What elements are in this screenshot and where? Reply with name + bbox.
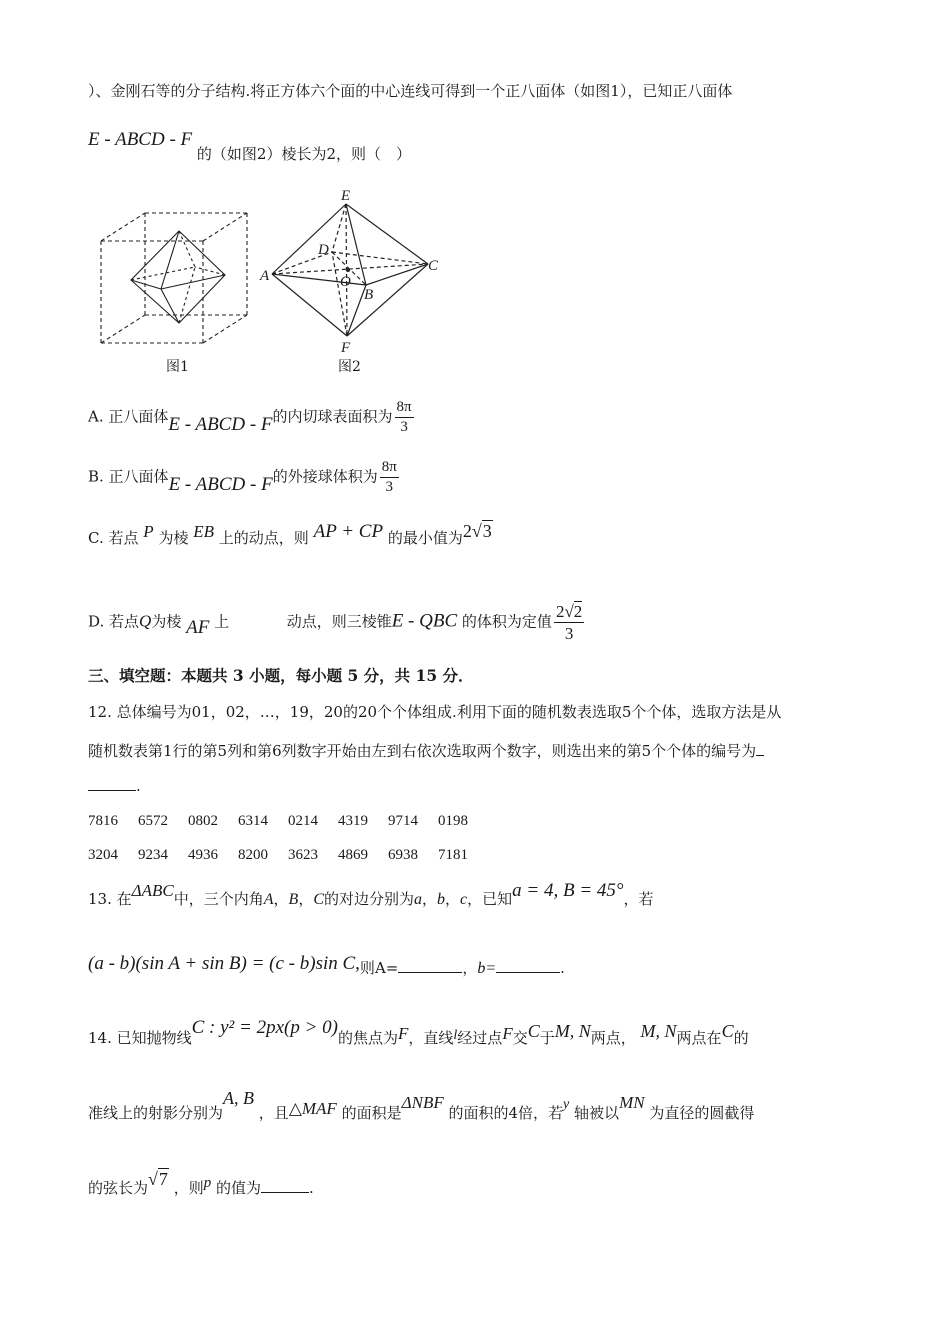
q12-line2 [88, 741, 764, 759]
random-number: 3623 [288, 847, 318, 863]
q14-focus: F [398, 1024, 409, 1043]
random-number: 9234 [138, 847, 168, 863]
option-d-text1: 为棱 [151, 612, 182, 631]
option-c-text2: 上的动点，则 [218, 529, 309, 547]
option-a-fraction: $\frac{8\pi}{3}$ [396, 399, 412, 435]
q14-line2-b: ，且 [258, 1104, 289, 1122]
q14-line3-b: ，则 [173, 1179, 204, 1197]
option-c-point: P [143, 522, 154, 541]
option-b-fraction: $\frac{8\pi}{3}$ [381, 459, 397, 495]
option-d-text4: 的体积为定值 [461, 612, 552, 631]
option-b-label: B. 正八面体 [88, 467, 169, 486]
q14-text4: 交 [512, 1029, 528, 1047]
q14-parabola: C : y² = 2px(p > 0) [191, 1017, 338, 1038]
center-O-label: O [340, 274, 351, 290]
option-c [88, 521, 493, 547]
q14-text3: 经过点 [457, 1029, 503, 1047]
vertex-A-label: A [260, 268, 270, 284]
q13-answer-a-label: A= [374, 959, 399, 977]
option-d-edge: AF [186, 616, 210, 638]
random-number: 4319 [338, 813, 368, 829]
q13-text3: ，已知 [467, 890, 513, 908]
q14-points-mn-2: M, N [640, 1021, 677, 1041]
q13-side-a: a [414, 891, 423, 908]
random-number: 6938 [388, 847, 418, 863]
option-d-fraction: $\frac{2√2}{3}$ [555, 602, 583, 643]
random-number: 6572 [138, 813, 168, 829]
option-d-label: D. 若点 [88, 612, 140, 631]
q14-points-mn: M, N [554, 1021, 591, 1041]
random-table-row-1 [88, 813, 488, 829]
q14-end: . [309, 1179, 314, 1197]
q14-line-l: l [453, 1028, 458, 1043]
q13-equation: (a - b)(sin A + sin B) = (c - b)sin C, [88, 953, 360, 974]
q14-param-p: p [203, 1175, 212, 1191]
q13-angle-c: C [313, 891, 324, 908]
q13-answer-b-blank [496, 958, 560, 973]
option-d-pyramid: E - QBC [391, 610, 458, 632]
option-d-text2: 上 [214, 612, 230, 631]
random-table-row-2 [88, 847, 488, 863]
random-number: 0214 [288, 813, 318, 829]
q14-line3 [88, 1169, 314, 1197]
q14-line2 [88, 1088, 755, 1122]
option-a [88, 400, 416, 435]
q14-line3-c: 的值为 [215, 1179, 261, 1197]
random-number: 4869 [338, 847, 368, 863]
vertex-E-label: E [341, 188, 351, 204]
q13-triangle: ΔABC [131, 881, 174, 900]
q13-answer-b-label: b= [477, 960, 497, 977]
q12-line3 [88, 776, 141, 794]
q14-prefix: 14. 已知抛物线 [88, 1029, 192, 1047]
q14-curve-c-2: C [721, 1021, 734, 1041]
figure-2-octahedron [258, 186, 448, 354]
q12-line2-text: 随机数表第1行的第5列和第6列数字开始由左到右依次选取两个数字，则选出来的第5个个体的编号为 [88, 742, 757, 760]
q14-text8: 的 [733, 1029, 749, 1047]
section-3-title: 三、填空题：本题共 3 小题，每小题 5 分，共 15 分． [88, 666, 474, 685]
octahedron-notation: E - ABCD - F [88, 129, 193, 150]
q11-stem-rest: 的（如图2）棱长为2，则（ ） [196, 145, 412, 163]
q14-line2-a: 准线上的射影分别为 [88, 1104, 224, 1122]
option-b [88, 460, 401, 495]
vertex-F-label: F [341, 340, 351, 354]
option-c-answer: 2√3 [462, 521, 492, 541]
q14-line2-e: 轴被以 [574, 1104, 620, 1122]
option-c-label: C. 若点 [88, 529, 139, 547]
option-a-math: E - ABCD - F [168, 413, 273, 435]
q13-side-b: b [437, 891, 446, 908]
q13-line1: 13. 在ΔABC中，三个内角A，B，C的对边分别为a，b，c，已知a = 4, B = 45°，若 [88, 880, 654, 908]
q13-end: . [560, 959, 565, 977]
figure-1-caption: 图1 [166, 359, 189, 375]
random-number: 4936 [188, 847, 218, 863]
q14-y-axis: y [563, 1097, 570, 1112]
q13-text4: ，若 [623, 890, 654, 908]
random-number: 9714 [388, 813, 418, 829]
random-number: 7816 [88, 813, 118, 829]
option-b-math: E - ABCD - F [168, 473, 273, 495]
q14-text7: 两点在 [676, 1029, 722, 1047]
vertex-D-label: D [318, 242, 329, 258]
q14-line2-f: 为直径的圆截得 [649, 1104, 755, 1122]
q14-diameter-mn: MN [619, 1093, 645, 1112]
q14-text5: 于 [539, 1029, 555, 1047]
option-d-point: Q [139, 611, 152, 631]
q13-text5: 则 [359, 959, 375, 977]
random-number: 0802 [188, 813, 218, 829]
q14-line1 [88, 1017, 749, 1047]
random-number: 3204 [88, 847, 118, 863]
q14-triangle-maf: △MAF [288, 1099, 337, 1118]
q14-curve-c: C [527, 1021, 540, 1041]
q13-side-c: c [460, 891, 468, 908]
q13-answer-a-blank [398, 958, 462, 973]
q14-text2: ，直线 [408, 1029, 454, 1047]
q14-triangle-nbf: ΔNBF [401, 1093, 444, 1112]
option-b-text: 的外接球体积为 [272, 467, 378, 486]
q12-line1: 12. 总体编号为01，02，…，19，20的20个个体组成.利用下面的随机数表选取5个个体，选取方法是从 [88, 703, 782, 721]
q13-line2: (a - b)(sin A + sin B) = (c - b)sin C,则A= ，b= . [88, 953, 565, 977]
vertex-B-label: B [364, 287, 374, 303]
figure-2-caption: 图2 [338, 359, 361, 375]
q13-angle-a: A [263, 891, 274, 908]
option-d-text3: 动点，则三棱锥 [286, 612, 392, 631]
option-c-expression: AP + CP [313, 521, 384, 542]
q14-sqrt7: √7 [148, 1169, 168, 1189]
q13-text2: 的对边分别为 [324, 890, 415, 908]
q14-text6: 两点， [590, 1029, 636, 1047]
q14-line2-d: 的面积的4倍，若 [448, 1104, 564, 1122]
q13-angle-b: B [288, 891, 299, 908]
q11-intro-line: ）、金刚石等的分子结构.将正方体六个面的中心连线可得到一个正八面体（如图1），已知正八面体 [88, 82, 733, 100]
q14-text1: 的焦点为 [337, 1029, 398, 1047]
option-c-edge: EB [193, 522, 215, 541]
option-a-text: 的内切球表面积为 [272, 407, 393, 426]
random-number: 6314 [238, 813, 268, 829]
q14-points-ab: A, B [223, 1088, 255, 1108]
option-d [88, 603, 586, 642]
vertex-C-label: C [428, 258, 439, 274]
q13-prefix: 13. 在 [88, 890, 132, 908]
q12-end: . [136, 777, 141, 795]
random-number: 8200 [238, 847, 268, 863]
q11-stem-line [88, 129, 412, 163]
q14-answer-blank [261, 1178, 309, 1193]
q13-given: a = 4, B = 45° [512, 880, 624, 901]
q14-line2-c: 的面积是 [341, 1104, 402, 1122]
q12-answer-blank [88, 776, 136, 791]
option-c-text1: 为棱 [158, 529, 189, 547]
random-number: 7181 [438, 847, 468, 863]
option-c-text3: 的最小值为 [387, 529, 463, 547]
random-number: 0198 [438, 813, 468, 829]
q14-focus-2: F [502, 1024, 513, 1043]
q14-line3-a: 的弦长为 [88, 1179, 149, 1197]
figure-1-cube-octahedron [95, 205, 255, 350]
q13-text1: 中，三个内角 [173, 890, 264, 908]
option-a-label: A. 正八面体 [88, 407, 169, 426]
